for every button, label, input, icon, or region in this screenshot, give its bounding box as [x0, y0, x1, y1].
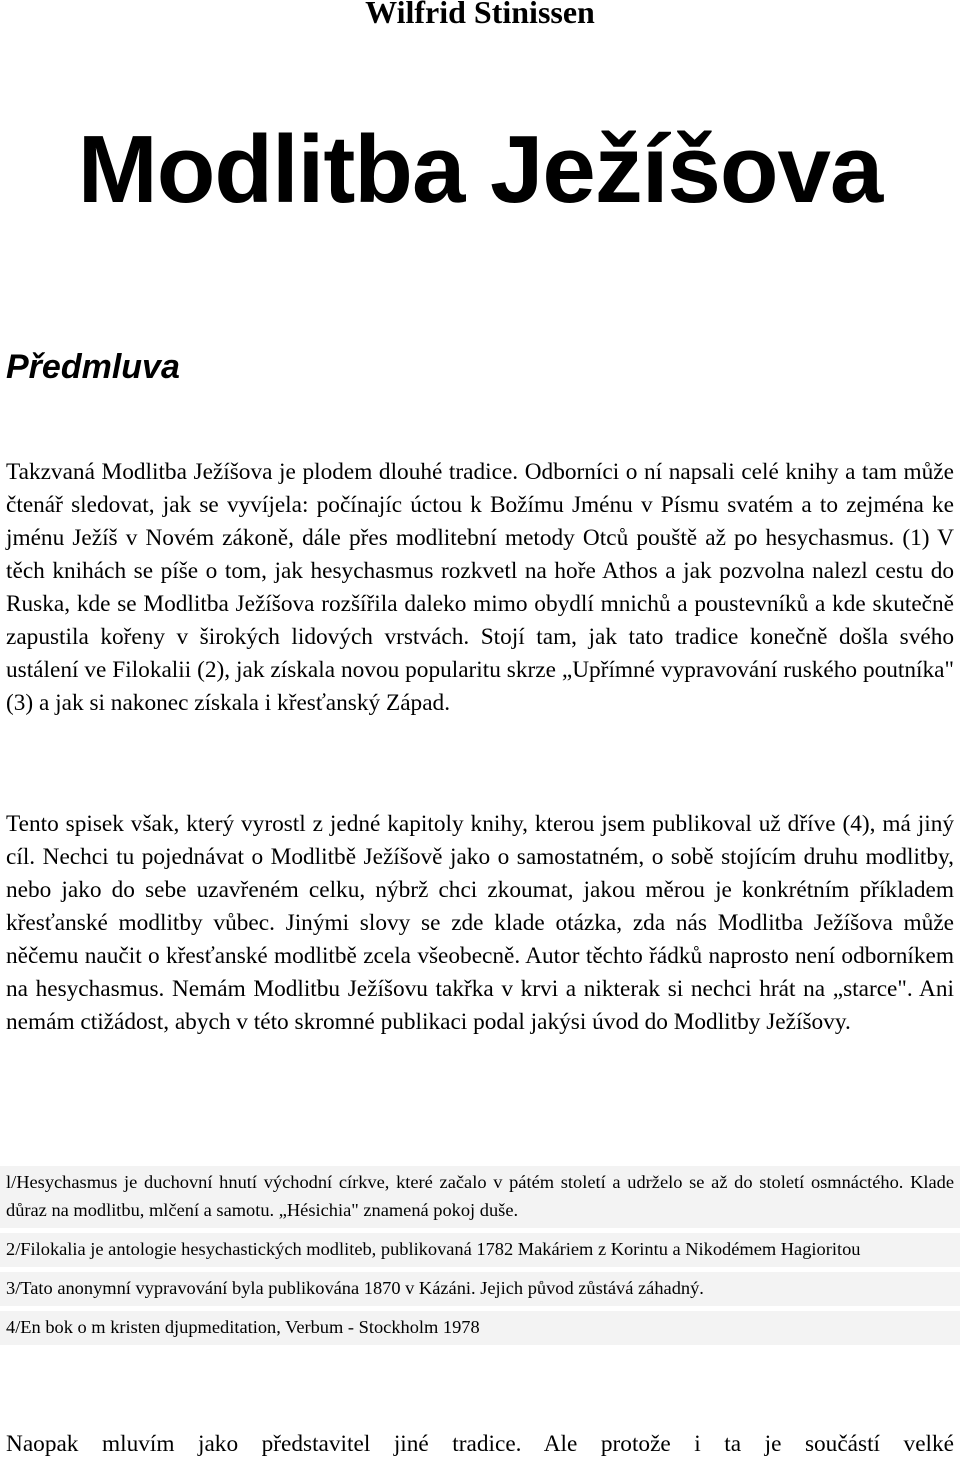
- footnote-4: 4/En bok o m kristen djupmeditation, Verbum - Stockholm 1978: [0, 1311, 960, 1345]
- section-heading: Předmluva: [6, 348, 180, 386]
- footnote-3: 3/Tato anonymní vypravování byla publikována 1870 v Kázáni. Jejich původ zůstává záhadný.: [0, 1272, 960, 1311]
- footnotes-section: [0, 1166, 960, 1345]
- footnote-2: 2/Filokalia je antologie hesychastických modliteb, publikovaná 1782 Makáriem z Korintu a Nikodémem Hagioritou: [0, 1233, 960, 1272]
- document-title: Modlitba Ježíšova: [77, 116, 883, 223]
- author-name: Wilfrid Stinissen: [365, 0, 595, 30]
- paragraph-2: Tento spisek však, který vyrostl z jedné kapitoly knihy, kterou jsem publikoval už dříve (4), má jiný cíl. Nechci tu pojednávat o Modlitbě Ježíšově jako o samostatném, o sobě stojícím druhu modlitby, nebo jako do sebe uzavřeném celku, nýbrž chci zkoumat, jakou měrou je konkrétním příkladem křesťanské modlitby vůbec. Jinými slovy se zde klade otázka, zda nás Modlitba Ježíšova může něčemu naučit o křesťanské modlitbě zcela všeobecně. Autor těchto řádků naprosto není odborníkem na hesychasmus. Nemám Modlitbu Ježíšovu takřka v krvi a nikterak si nechci hrát na „starce". Ani nemám ctižádost, abych v této skromné publikaci podal jakýsi úvod do Modlitby Ježíšovy.: [6, 811, 954, 1035]
- footnote-1: l/Hesychasmus je duchovní hnutí východní církve, které začalo v pátém století a udrželo se až do století osmnáctého. Klade důraz na modlitbu, mlčení a samotu. „Hésichia" znamená pokoj duše.: [0, 1166, 960, 1233]
- paragraph-1: Takzvaná Modlitba Ježíšova je plodem dlouhé tradice. Odborníci o ní napsali celé knihy a tam může čtenář sledovat, jak se vyvíjela: počínajíc úctou k Božímu Jménu v Písmu svatém a to zejména ke jménu Ježíš v Novém zákoně, dále přes modlitební metody Otců pouště až po hesychasmus. (1) V těch knihách se píše o tom, jak hesychasmus rozkvetl na hoře Athos a jak pozvolna nalezl cestu do Ruska, kde se Modlitba Ježíšova rozšířila daleko mimo obydlí mnichů a poustevníků a kde skutečně zapustila kořeny v širokých lidových vrstvách. Stojí tam, jak tato tradice konečně došla svého ustálení ve Filokalii (2), jak získala novou popularitu skrze „Upřímné vypravování ruského poutníka" (3) a jak si nakonec získala i křesťanský Západ.: [6, 459, 954, 716]
- continuation-line: Naopak mluvím jako představitel jiné tradice. Ale protože i ta je součástí velké: [6, 1431, 954, 1457]
